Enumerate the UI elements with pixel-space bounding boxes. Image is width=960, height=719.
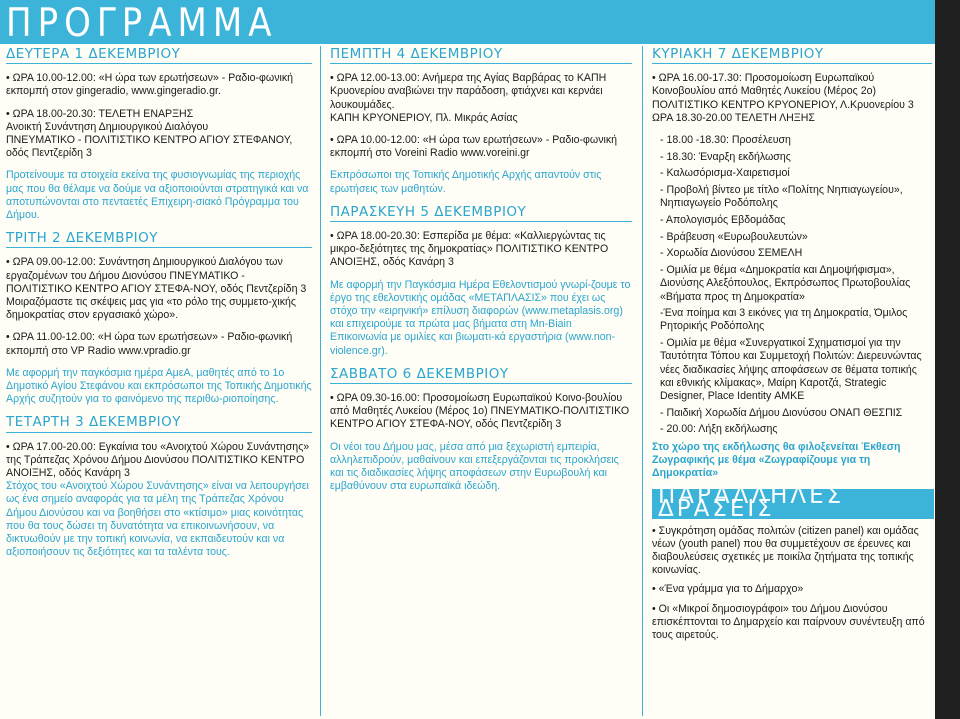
program-item: - Καλωσόρισμα-Χαιρετισμοί bbox=[660, 167, 790, 180]
program-item: - Προβολή βίντεο με τίτλο «Πολίτης Νηπιαγωγείου», Νηπιαγωγείο Ροδόπολης bbox=[660, 184, 903, 210]
entry-note: Στόχος του «Ανοιχτού Χώρου Συνάντησης» είναι να λειτουργήσει ως ένα σημείο αναφοράς για τα μέλη της Τράπεζας Χρόνου Δήμου Διονύσου και να βοηθήσει στο «κτίσιμο» μιας κοινότητας που θα τους δώσει τη δυνατότητα να επικοινωνήσουν, να δικτυωθούν με την τοπική κοινωνία, να εκπαιδευτούν και να αξιοποιήσουν τις δεξιότητες και τα ταλέντα τους. bbox=[6, 480, 309, 559]
parallel-action-item: • «Ένα γράμμα για το Δήμαρχο» bbox=[652, 583, 804, 596]
program-item: - Χορωδία Διονύσου ΣΕΜΕΛΗ bbox=[660, 247, 803, 260]
day-heading: ΚΥΡΙΑΚΗ 7 ΔΕΚΕΜΒΡΙΟΥ bbox=[652, 48, 932, 64]
entry-note: Οι νέοι του Δήμου μας, μέσα από μια ξεχωριστή εμπειρία, αλληλεπιδρούν, μαθαίνουν και επεξεργάζονται τις προκλήσεις και τις διαδικασίες λήψης αποφάσεων στην Ευρωβουλή και εμβαθύνουν στα ευρωπαϊκά ιδεώδη. bbox=[330, 440, 619, 493]
column-3 bbox=[652, 46, 932, 642]
page-title: ΠΡΟΓΡΑΜΜΑ bbox=[6, 0, 278, 47]
day-heading: ΔΕΥΤΕΡΑ 1 ΔΕΚΕΜΒΡΙΟΥ bbox=[6, 48, 312, 64]
schedule-entry: • ΩΡΑ 16.00-17.30: Προσομοίωση Ευρωπαϊκού Κοινοβουλίου από Μαθητές Λυκείου (Μέρος 2ο) ΠΟΛΙΤΙΣΤΙΚΟ ΚΕΝΤΡΟ ΚΡΥΟΝΕΡΙΟΥ, Λ.Κρυονερίου 3 ΩΡΑ 18.30-20.00 ΤΕΛΕΤΗ ΛΗΞΗΣ bbox=[652, 72, 914, 124]
schedule-entry bbox=[6, 108, 312, 161]
ceremony-program bbox=[652, 134, 932, 437]
schedule-entry: • ΩΡΑ 11.00-12.00: «Η ώρα των ερωτήσεων» - Ραδιο-φωνική εκπομπή στο VP Radio www.vpradio.gr bbox=[6, 331, 293, 357]
column-divider bbox=[320, 46, 321, 716]
program-item: - Ομιλία με θέμα «Δημοκρατία και Δημοψήφισμα», Διονύσης Αλεξόπουλος, Εκπρόσωπος Πρωτοβουλίας «Βήματα προς τη Δημοκρατία» bbox=[660, 264, 911, 303]
exhibition-note: Στο χώρο της εκδήλωσης θα φιλοξενείται Έκθεση Ζωγραφικής με θέμα «Ζωγραφίζουμε για τη Δημοκρατία» bbox=[652, 440, 901, 479]
program-item: - Ομιλία με θέμα «Συνεργατικοί Σχηματισμοί για την Ταυτότητα Τόπου και Συμμετοχή Πολιτών: Διερευνώντας νέες διαδικασίες λήψης αποφάσεων σε θέματα τοπικής και εθνικής κλίμακας», Μαίρη Καροτζά, Strategic Designer, Place Identity ΑΜΚΕ bbox=[660, 337, 922, 402]
schedule-entry: • ΩΡΑ 10.00-12.00: «Η ώρα των ερωτήσεων» - Ραδιο-φωνική εκπομπή στον gingeradio, www.gingeradio.gr. bbox=[6, 72, 294, 98]
entry-note: Με αφορμή την Παγκόσμια Ημέρα Εθελοντισμού γνωρί-ζουμε το έργο της εθελοντικής ομάδας «ΜΕΤΑΠΛΑΣΙΣ» που έχει ως στόχο την «ειρηνική» επίλυση διαφορών (www.metaplasis.org) και επιχειρούμε τα πρώτα μας βήματα στη Mn-Biain Επικοινωνία με ομιλίες και βιωματι-κά εργαστήρια (www.non-violence.gr). bbox=[330, 278, 631, 357]
schedule-entry: • ΩΡΑ 09.00-12.00: Συνάντηση Δημιουργικού Διαλόγου των εργαζομένων του Δήμου Διονύσου ΠΝΕΥΜΑΤΙΚΟ - ΠΟΛΙΤΙΣΤΙΚΟ ΚΕΝΤΡΟ ΑΓΙΟΥ ΣΤΕΦΑ-ΝΟΥ, οδός Πεντζερίδη 3 Μοιραζόμαστε τις σκέψεις μας για «το ρόλο της συμμετο-χικής δημοκρατίας στον εργασιακό χώρο». bbox=[6, 256, 307, 322]
program-item: - 18.30: Έναρξη εκδήλωσης bbox=[660, 150, 791, 163]
entry-line: ΠΝΕΥΜΑΤΙΚΟ - ΠΟΛΙΤΙΣΤΙΚΟ ΚΕΝΤΡΟ ΑΓΙΟΥ ΣΤΕΦΑΝΟΥ, οδός Πεντζερίδη 3 bbox=[6, 134, 293, 160]
program-item: - Βράβευση «Ευρωβουλευτών» bbox=[660, 230, 808, 243]
column-2 bbox=[330, 46, 632, 502]
entry-note: Εκπρόσωποι της Τοπικής Δημοτικής Αρχής απαντούν στις ερωτήσεις των μαθητών. bbox=[330, 169, 602, 195]
program-item: - 18.00 -18.30: Προσέλευση bbox=[660, 134, 791, 147]
schedule-entry: ΚΑΠΗ ΚΡΥΟΝΕΡΙΟΥ, Πλ. Μικράς Ασίας bbox=[330, 111, 518, 124]
schedule-entry: • ΩΡΑ 17.00-20.00: Εγκαίνια του «Ανοιχτού Χώρου Συνάντησης» της Τράπεζας Χρόνου Δήμου Διονύσου ΠΟΛΙΤΙΣΤΙΚΟ ΚΕΝΤΡΟ ΑΝΟΙΞΗΣ, οδός Κανάρη 3 bbox=[6, 440, 310, 480]
parallel-action-item: • Οι «Μικροί δημοσιογράφοι» του Δήμου Διονύσου επισκέπτονται το Δημαρχείο και παίρνουν συνέντευξη από τους αιρετούς. bbox=[652, 602, 925, 642]
entry-note: Προτείνουμε τα στοιχεία εκείνα της φυσιογνωμίας της περιοχής μας που θα θέλαμε να δούμε να αξιοποιούνται στρατηγικά και να αποτυπώνονται στο πενταετές Επιχειρη-σιακό Πρόγραμμα του Δήμου. bbox=[6, 169, 309, 222]
schedule-entry: • ΩΡΑ 09.30-16.00: Προσομοίωση Ευρωπαϊκού Κοινο-βουλίου από Μαθητές Λυκείου (Μέρος 1ο) ΠΝΕΥΜΑΤΙΚΟ-ΠΟΛΙΤΙΣΤΙΚΟ ΚΕΝΤΡΟ ΑΓΙΟΥ ΣΤΕΦΑ-ΝΟΥ, οδός Πεντζερίδη 3 bbox=[330, 392, 630, 431]
entry-note: Με αφορμή την παγκόσμια ημέρα ΑμεΑ, μαθητές από το 1ο Δημοτικό Αγίου Στεφάνου και εκπρόσωποι της Τοπικής Δημοτικής Αρχής συζητούν για το φαινόμενο της περιθω-ριοποίησης. bbox=[6, 366, 312, 406]
schedule-entry: • ΩΡΑ 10.00-12.00: «Η ώρα των ερωτήσεων» - Ραδιο-φωνική εκπομπή στο Voreini Radio www.voreini.gr bbox=[330, 134, 618, 160]
program-item: - Παιδική Χορωδία Δήμου Διονύσου ΟΝΑΠ ΘΕΣΠΙΣ bbox=[660, 406, 903, 419]
schedule-entry: • ΩΡΑ 18.00-20.30: Εσπερίδα με θέμα: «Καλλιεργώντας τις μικρο-δεξιότητες της δημοκρατίας» ΠΟΛΙΤΙΣΤΙΚΟ ΚΕΝΤΡΟ ΑΝΟΙΞΗΣ, οδός Κανάρη 3 bbox=[330, 230, 609, 269]
parallel-actions-heading: ΠΑΡΑΛΛΗΛΕΣ ΔΡΑΣΕΙΣ bbox=[652, 489, 934, 518]
day-heading: ΠΑΡΑΣΚΕΥΗ 5 ΔΕΚΕΜΒΡΙΟΥ bbox=[330, 206, 632, 222]
entry-line: • ΩΡΑ 18.00-20.30: ΤΕΛΕΤΗ ΕΝΑΡΞΗΣ bbox=[6, 107, 194, 120]
parallel-action-item: • Συγκρότηση ομάδας πολιτών (citizen panel) και ομάδας νέων (youth panel) που θα συμμετέχουν σε έρευνες και διαβουλεύσεις σχετικές με ποικίλα ζητήματα της τοπικής κοινωνίας. bbox=[652, 524, 919, 577]
day-heading: ΠΕΜΠΤΗ 4 ΔΕΚΕΜΒΡΙΟΥ bbox=[330, 48, 632, 64]
day-heading: ΤΕΤΑΡΤΗ 3 ΔΕΚΕΜΒΡΙΟΥ bbox=[6, 416, 312, 432]
program-item: - Απολογισμός Εβδομάδας bbox=[660, 214, 786, 227]
column-divider bbox=[642, 46, 643, 716]
schedule-entry: • ΩΡΑ 12.00-13.00: Ανήμερα της Αγίας Βαρβάρας το ΚΑΠΗ Κρυονερίου αναβιώνει την παράδοση, φτιάχνει και κερνάει λουκουμάδες. bbox=[330, 72, 607, 111]
column-1 bbox=[6, 46, 312, 569]
day-heading: ΤΡΙΤΗ 2 ΔΕΚΕΜΒΡΙΟΥ bbox=[6, 232, 312, 248]
program-item: - 20.00: Λήξη εκδήλωσης bbox=[660, 423, 778, 436]
title-banner bbox=[0, 0, 935, 47]
entry-line: Ανοικτή Συνάντηση Δημιουργικού Διαλόγου bbox=[6, 120, 209, 133]
day-heading: ΣΑΒΒΑΤΟ 6 ΔΕΚΕΜΒΡΙΟΥ bbox=[330, 368, 632, 384]
right-edge-bar bbox=[935, 0, 960, 719]
program-item: -Ένα ποίημα και 3 εικόνες για τη Δημοκρατία, Όμιλος Ρητορικής Ροδόπολης bbox=[660, 307, 908, 333]
